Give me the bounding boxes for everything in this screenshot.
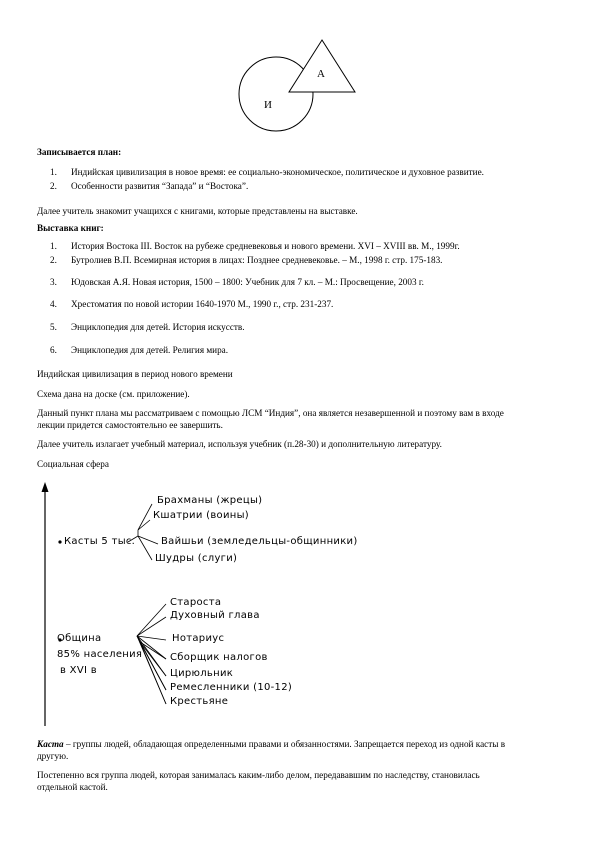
book-item: 3. Юдовская А.Я. Новая история, 1500 – 1800: Учебник для 7 кл. – М.: Просвещение, 2003 г.: [50, 277, 424, 287]
definition-term: Каста: [37, 739, 64, 749]
book-item: 1. История Востока III. Восток на рубеже средневековья и нового времени. XVI – XVIII вв. М., 1999г.: [50, 241, 460, 251]
axis-arrow: [42, 482, 49, 492]
book-item: 2. Бутролиев В.П. Всемирная история в лицах: Позднее средневековье. – М., 1998 г. стр. 175-183.: [50, 255, 443, 265]
caste-brahmins: Брахманы (жрецы): [157, 495, 263, 506]
caste-shudras: Шудры (слуги): [155, 553, 238, 564]
community-peasants: Крестьяне: [170, 696, 229, 707]
plan-item: 2. Особенности развития “Запада” и “Востока”.: [50, 181, 249, 191]
books-intro: Далее учитель знакомит учащихся с книгами, которые представлены на выставке.: [37, 206, 358, 216]
community-headman: Староста: [170, 597, 222, 608]
venn-label-a: А: [317, 68, 325, 80]
community-label-1: Община: [57, 633, 102, 644]
book-item: 4. Хрестоматия по новой истории 1640-1970 М., 1990 г., стр. 231-237.: [50, 299, 334, 309]
community-notary: Нотариус: [172, 633, 225, 644]
caste-definition-line2: другую.: [37, 751, 69, 761]
caste-vaishyas: Вайшьи (земледельцы-общинники): [161, 536, 358, 547]
book-item: 6. Энциклопедия для детей. Религия мира.: [50, 345, 229, 355]
community-label-2: 85% населения: [57, 649, 143, 660]
caste-kshatriyas: Кшатрии (воины): [153, 510, 249, 521]
para-social-sphere: Социальная сфера: [37, 459, 109, 469]
community-barber: Цирюльник: [170, 668, 234, 679]
venn-triangle: [289, 40, 355, 92]
community-tax-collector: Сборщик налогов: [170, 652, 268, 663]
para-indian-civ: Индийская цивилизация в период нового времени: [37, 369, 233, 379]
plan-item: 1. Индийская цивилизация в новое время: ее социально-экономическое, политическое и духовное развитие.: [50, 167, 484, 177]
books-heading: Выставка книг:: [37, 223, 104, 233]
para-lsm-line2: лекции придется самостоятельно ее завершить.: [37, 420, 223, 430]
plan-heading: Записывается план:: [37, 147, 122, 157]
final-para-line1: Постепенно вся группа людей, которая занималась каким-либо делом, передававшим по наследству, становилась: [37, 770, 480, 780]
para-teacher: Далее учитель излагает учебный материал, используя учебник (п.28-30) и дополнительную литературу.: [37, 439, 442, 449]
community-label-3: в XVI в: [60, 665, 97, 676]
venn-label-i: И: [264, 99, 272, 111]
para-scheme: Схема дана на доске (см. приложение).: [37, 389, 190, 399]
venn-circle: [239, 57, 313, 131]
community-spiritual-head: Духовный глава: [170, 610, 260, 621]
book-item: 5. Энциклопедия для детей. История искусств.: [50, 322, 245, 332]
final-para-line2: отдельной кастой.: [37, 782, 108, 792]
castes-dot: [58, 540, 61, 543]
caste-definition-line1: Каста – группы людей, обладающая определенными правами и обязанностями. Запрещается переход из одной касты в: [37, 739, 506, 749]
community-artisans: Ремесленники (10-12): [170, 682, 293, 693]
castes-label: Касты 5 тыс.: [64, 536, 136, 547]
para-lsm-line1: Данный пункт плана мы рассматриваем с помощью ЛСМ “Индия”, она является незавершенной и поэтому вам в входе: [37, 408, 504, 418]
